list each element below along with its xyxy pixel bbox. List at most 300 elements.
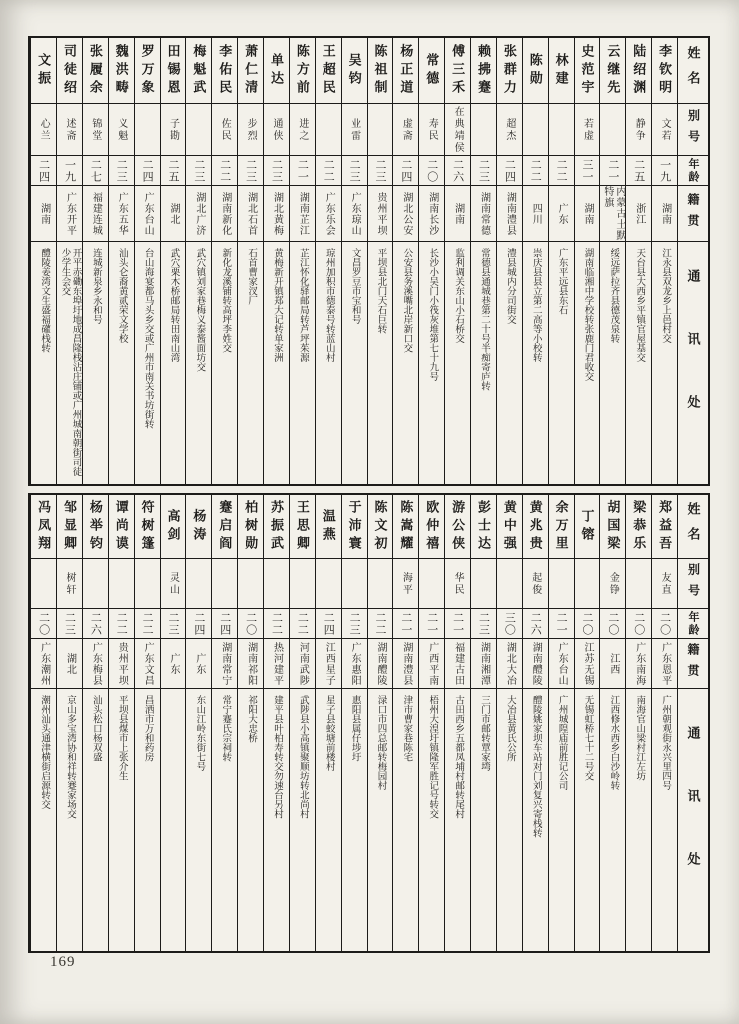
native-cell: 湖南澧县	[393, 639, 418, 689]
name-cell: 余万里	[549, 495, 574, 559]
alias-cell	[626, 559, 651, 609]
native-cell: 广东台山	[549, 639, 574, 689]
address-cell: 芷江怀化驿邮局转芦坪茱源	[297, 248, 308, 362]
name-cell: 于沛寰	[342, 495, 367, 559]
name-cell: 丁镕	[575, 495, 600, 559]
native-cell: 广东乐会	[316, 186, 341, 242]
person-column	[108, 495, 134, 951]
age-cell: 二二	[264, 609, 289, 639]
age-cell: 二一	[600, 156, 625, 186]
alias-cell: 超杰	[497, 104, 522, 156]
row-header-column	[677, 38, 708, 484]
age-cell: 三一	[575, 156, 600, 186]
address-cell: 昌洒市万和药房	[142, 695, 153, 762]
address-cell: 江永县双龙乡上邑村交	[660, 248, 671, 343]
age-cell: 二一	[393, 609, 418, 639]
native-cell: 广东台山	[135, 186, 160, 242]
age-cell: 二四	[31, 156, 56, 186]
name-cell: 陈文初	[368, 495, 393, 559]
roster-table-top	[28, 36, 710, 486]
alias-cell	[316, 559, 341, 609]
native-cell: 广西平南	[419, 639, 444, 689]
roster-table-bottom	[28, 493, 710, 953]
name-cell: 陈方前	[290, 38, 315, 104]
alias-cell: 述斋	[57, 104, 82, 156]
native-cell: 广东梅县	[83, 639, 108, 689]
native-cell: 湖南常宁	[212, 639, 237, 689]
native-cell: 江西	[600, 639, 625, 689]
address-cell: 汕头松口杨双盛	[90, 695, 101, 762]
person-column	[625, 495, 651, 951]
name-cell: 王超民	[316, 38, 341, 104]
name-cell: 黄中强	[497, 495, 522, 559]
alias-cell: 在典靖侯	[445, 104, 470, 156]
person-column	[496, 495, 522, 951]
alias-cell: 起俊	[523, 559, 548, 609]
address-cell: 崇庆县县立第二高等小校转	[530, 248, 541, 362]
person-column	[367, 38, 393, 484]
native-cell: 广东潮州	[31, 639, 56, 689]
alias-cell	[290, 559, 315, 609]
native-cell: 湖南	[575, 186, 600, 242]
native-cell: 广东开平	[57, 186, 82, 242]
address-cell: 平坝县北门天石巨转	[375, 248, 386, 334]
address-cell: 武穴栗木桥邮局转田南山湾	[168, 248, 179, 362]
native-cell: 广东惠阳	[342, 639, 367, 689]
alias-cell	[471, 104, 496, 156]
address-cell: 开平赤磡东埠圩地成昌隆栈沾庄铺或广州城南朝街司徒少学生会交	[59, 248, 81, 476]
person-column	[444, 38, 470, 484]
alias-cell	[212, 559, 237, 609]
person-column	[263, 38, 289, 484]
roster-sheet	[28, 36, 710, 953]
address-cell: 常宁蹇氏宗祠转	[220, 695, 231, 762]
alias-cell: 进之	[290, 104, 315, 156]
age-cell: 二一	[549, 609, 574, 639]
address-cell: 武穴镇刘家巷梅义泰酱面坊交	[194, 248, 205, 372]
native-cell: 湖北石首	[238, 186, 263, 242]
age-cell: 二〇	[652, 609, 677, 639]
row-header-native: 籍贯	[678, 639, 708, 689]
alias-cell	[83, 559, 108, 609]
age-cell: 二二	[212, 156, 237, 186]
name-cell: 魏洪畴	[109, 38, 134, 104]
address-cell: 台山海宴都马头乡交或广州市南关书坊街转	[142, 248, 153, 429]
age-cell: 二四	[186, 609, 211, 639]
native-cell: 湖南湘潭	[471, 639, 496, 689]
alias-cell: 步烈	[238, 104, 263, 156]
alias-cell	[109, 559, 134, 609]
name-cell: 张履余	[83, 38, 108, 104]
name-cell: 杨正道	[393, 38, 418, 104]
address-cell: 石首曹家汊厂	[246, 248, 257, 305]
name-cell: 蹇启阎	[212, 495, 237, 559]
person-column	[470, 38, 496, 484]
name-cell: 欧仲禧	[419, 495, 444, 559]
address-cell: 常德县通城巷第二十号半痴寄庐转	[478, 248, 489, 391]
alias-cell: 友直	[652, 559, 677, 609]
name-cell: 杨举钧	[83, 495, 108, 559]
native-cell: 内蒙古土默特旗	[601, 186, 625, 241]
alias-cell: 若虚	[575, 104, 600, 156]
alias-cell	[549, 559, 574, 609]
name-cell: 云继先	[600, 38, 625, 104]
name-cell: 黄兆贵	[523, 495, 548, 559]
name-cell: 郑益吾	[652, 495, 677, 559]
row-header-alias: 别号	[678, 559, 708, 609]
native-cell: 贵州平坝	[109, 639, 134, 689]
name-cell: 陈祖制	[368, 38, 393, 104]
address-cell	[161, 689, 186, 951]
native-cell: 广东琼山	[342, 186, 367, 242]
address-cell: 南海官山梁村江左坊	[634, 695, 645, 781]
alias-cell	[186, 559, 211, 609]
address-cell: 武陟县小高镇聚顺坊转北尚村	[297, 695, 308, 819]
name-cell: 杨涛	[186, 495, 211, 559]
alias-cell: 义魁	[109, 104, 134, 156]
alias-cell	[497, 559, 522, 609]
person-column	[211, 38, 237, 484]
alias-cell: 华民	[445, 559, 470, 609]
native-cell: 湖北广济	[186, 186, 211, 242]
address-cell: 平坝县煤市上张介生	[116, 695, 127, 781]
person-column	[651, 495, 677, 951]
row-header-alias: 别号	[678, 104, 708, 156]
person-column	[599, 38, 625, 484]
address-cell: 古田西乡五都凤埔村邮转尾村	[453, 695, 464, 819]
person-column	[289, 38, 315, 484]
person-column	[548, 495, 574, 951]
alias-cell	[368, 559, 393, 609]
native-cell: 福建古田	[445, 639, 470, 689]
person-column	[315, 38, 341, 484]
age-cell: 二三	[238, 156, 263, 186]
name-cell: 吴钧	[342, 38, 367, 104]
page-number: 169	[50, 954, 76, 970]
person-column	[341, 495, 367, 951]
name-cell: 常德	[419, 38, 444, 104]
age-cell: 一九	[652, 156, 677, 186]
native-cell: 湖北大冶	[497, 639, 522, 689]
name-cell: 司徒绍	[57, 38, 82, 104]
name-cell: 邹显卿	[57, 495, 82, 559]
native-cell: 湖南醴陵	[368, 639, 393, 689]
age-cell: 二〇	[626, 609, 651, 639]
person-column	[367, 495, 393, 951]
name-cell: 梅魁武	[186, 38, 211, 104]
person-column	[237, 38, 263, 484]
name-cell: 冯凤翔	[31, 495, 56, 559]
age-cell: 二二	[290, 609, 315, 639]
age-cell: 二〇	[575, 609, 600, 639]
age-cell: 二〇	[31, 609, 56, 639]
name-cell: 符树篷	[135, 495, 160, 559]
address-cell: 渌口市四总邮转梅园村	[375, 695, 386, 790]
person-column	[418, 38, 444, 484]
native-cell: 湖南祁阳	[238, 639, 263, 689]
age-cell: 二二	[368, 609, 393, 639]
name-cell: 赖拂蹇	[471, 38, 496, 104]
address-cell: 琼州加积市德泰号转蓝山村	[323, 248, 334, 362]
native-cell: 广东恩平	[652, 639, 677, 689]
age-cell: 二三	[57, 609, 82, 639]
alias-cell: 通侠	[264, 104, 289, 156]
person-column	[522, 495, 548, 951]
native-cell: 河南武陟	[290, 639, 315, 689]
native-cell: 广东五华	[109, 186, 134, 242]
person-column	[574, 38, 600, 484]
person-column	[392, 38, 418, 484]
address-cell: 汕头仑裔黄贰荣文学校	[116, 248, 127, 343]
address-cell: 监利调关东山小石桥交	[453, 248, 464, 343]
age-cell: 二〇	[419, 156, 444, 186]
address-cell: 湖南临湘中学校转张鹿门君收交	[582, 248, 593, 381]
age-cell: 二四	[497, 156, 522, 186]
age-cell: 二五	[626, 156, 651, 186]
address-cell: 大冶县黄氏公所	[504, 695, 515, 762]
person-column	[160, 38, 186, 484]
address-cell: 津市曹家巷陈宅	[401, 695, 412, 762]
address-cell: 文昌罗豆市宝和号	[349, 248, 360, 324]
person-column	[444, 495, 470, 951]
age-cell: 二二	[135, 609, 160, 639]
person-column	[108, 38, 134, 484]
alias-cell: 虚斋	[393, 104, 418, 156]
age-cell: 二〇	[238, 609, 263, 639]
name-cell: 张群力	[497, 38, 522, 104]
row-header-age: 年龄	[678, 609, 708, 639]
name-cell: 罗万象	[135, 38, 160, 104]
alias-cell	[316, 104, 341, 156]
age-cell: 二二	[109, 609, 134, 639]
person-column	[341, 38, 367, 484]
native-cell: 福建连城	[83, 186, 108, 242]
native-cell: 江苏无锡	[575, 639, 600, 689]
age-cell: 二三	[342, 156, 367, 186]
alias-cell	[186, 104, 211, 156]
person-column	[134, 495, 160, 951]
name-cell: 胡国梁	[600, 495, 625, 559]
person-column	[160, 495, 186, 951]
address-cell: 天台县大西乡平镇官屋基交	[634, 248, 645, 362]
name-cell: 王思卿	[290, 495, 315, 559]
age-cell: 二〇	[600, 609, 625, 639]
alias-cell: 寿民	[419, 104, 444, 156]
native-cell: 广东文昌	[135, 639, 160, 689]
person-column	[82, 38, 108, 484]
name-cell: 梁恭乐	[626, 495, 651, 559]
person-column	[315, 495, 341, 951]
person-column	[56, 38, 82, 484]
native-cell: 湖南新化	[212, 186, 237, 242]
address-cell: 无锡虹桥七十二号交	[582, 695, 593, 781]
native-cell: 湖南长沙	[419, 186, 444, 242]
name-cell: 文振	[31, 38, 56, 104]
alias-cell	[238, 559, 263, 609]
address-cell: 星子县蛟塘前楼村	[323, 695, 334, 771]
address-cell: 澧县城内分司街交	[504, 248, 515, 324]
person-column	[651, 38, 677, 484]
age-cell: 二二	[316, 156, 341, 186]
row-header-name: 姓名	[678, 38, 708, 104]
person-column	[263, 495, 289, 951]
alias-cell	[575, 559, 600, 609]
alias-cell	[31, 559, 56, 609]
age-cell: 二四	[135, 156, 160, 186]
age-cell: 二三	[109, 156, 134, 186]
age-cell: 二二	[523, 156, 548, 186]
address-cell: 黄梅新开镇郑大记转单家洲	[271, 248, 282, 362]
native-cell: 湖北公安	[393, 186, 418, 242]
name-cell: 李佑民	[212, 38, 237, 104]
address-cell: 广州城隍庙前胜记公司	[556, 695, 567, 790]
native-cell: 湖北黄梅	[264, 186, 289, 242]
row-header-address: 通讯处	[685, 725, 701, 915]
address-cell: 梧州大湟圩镇隆军胜记号转交	[427, 695, 438, 819]
address-cell: 潮州汕头通津横街启源转交	[39, 695, 50, 809]
age-cell: 二一	[445, 609, 470, 639]
age-cell: 二三	[264, 156, 289, 186]
address-cell: 京山多宝湾协和祥转蹇家场交	[64, 695, 75, 819]
native-cell: 广东	[186, 639, 211, 689]
address-cell: 公安县务溪嘴北岸新口交	[401, 248, 412, 353]
native-cell: 湖南	[652, 186, 677, 242]
age-cell: 二一	[419, 609, 444, 639]
native-cell: 湖南澧县	[497, 186, 522, 242]
alias-cell	[135, 104, 160, 156]
person-column	[30, 495, 56, 951]
address-cell: 连城新泉乡永和号	[90, 248, 101, 324]
age-cell: 二三	[471, 156, 496, 186]
person-column	[496, 38, 522, 484]
alias-cell: 树轩	[57, 559, 82, 609]
address-cell: 新化龙溪铺转高坪李姓交	[220, 248, 231, 353]
name-cell: 游公侠	[445, 495, 470, 559]
alias-cell	[419, 559, 444, 609]
alias-cell: 锦堂	[83, 104, 108, 156]
native-cell: 江西星子	[316, 639, 341, 689]
alias-cell: 灵山	[161, 559, 186, 609]
native-cell: 贵州平坝	[368, 186, 393, 242]
alias-cell	[471, 559, 496, 609]
person-column	[289, 495, 315, 951]
address-cell: 绥远萨拉齐县德茂泉转	[608, 248, 619, 343]
age-cell: 二四	[316, 609, 341, 639]
address-cell: 江西修水西乡白沙岭转	[608, 695, 619, 790]
person-column	[30, 38, 56, 484]
age-cell: 二六	[83, 609, 108, 639]
person-column	[548, 38, 574, 484]
age-cell: 二五	[161, 156, 186, 186]
address-cell: 醴陵姚家坝车站对门刘复兴寄栈转	[530, 695, 541, 838]
age-cell: 二七	[83, 156, 108, 186]
name-cell: 彭士达	[471, 495, 496, 559]
alias-cell	[368, 104, 393, 156]
name-cell: 林建	[549, 38, 574, 104]
native-cell: 湖南	[445, 186, 470, 242]
person-column	[418, 495, 444, 951]
name-cell: 柏树勋	[238, 495, 263, 559]
age-cell: 二三	[342, 609, 367, 639]
row-header-native: 籍贯	[678, 186, 708, 242]
age-cell: 二一	[290, 156, 315, 186]
address-cell: 建平县叶柏寿转交勿速台另村	[271, 695, 282, 819]
address-cell: 惠阳县属仔埗圩	[349, 695, 360, 762]
row-header-name: 姓名	[678, 495, 708, 559]
address-cell: 广州朝观街永兴里四号	[660, 695, 671, 790]
address-cell: 醴陵姜湾文生盛福礶栈转	[39, 248, 50, 353]
row-header-address: 通讯处	[685, 268, 701, 458]
person-column	[82, 495, 108, 951]
age-cell: 二四	[212, 609, 237, 639]
alias-cell: 金铮	[600, 559, 625, 609]
name-cell: 谭尚谟	[109, 495, 134, 559]
address-cell: 长沙小吴门小筏灰堆第七十九号	[427, 248, 438, 381]
alias-cell	[523, 104, 548, 156]
person-column	[185, 38, 211, 484]
person-column	[185, 495, 211, 951]
age-cell: 二三	[368, 156, 393, 186]
person-column	[56, 495, 82, 951]
alias-cell: 文若	[652, 104, 677, 156]
address-cell: 东山江岭东街七号	[194, 695, 205, 771]
name-cell: 田锡恩	[161, 38, 186, 104]
person-column	[470, 495, 496, 951]
row-header-age: 年龄	[678, 156, 708, 186]
native-cell: 广东	[549, 186, 574, 242]
name-cell: 李钦明	[652, 38, 677, 104]
native-cell: 湖北	[161, 186, 186, 242]
alias-cell: 海平	[393, 559, 418, 609]
name-cell: 史范宇	[575, 38, 600, 104]
native-cell: 浙江	[626, 186, 651, 242]
address-cell: 祁阳大忠桥	[246, 695, 257, 743]
age-cell: 一九	[57, 156, 82, 186]
alias-cell: 佐民	[212, 104, 237, 156]
person-column	[625, 38, 651, 484]
native-cell: 湖北	[57, 639, 82, 689]
address-cell: 广东平远县东石	[556, 248, 567, 315]
name-cell: 萧仁清	[238, 38, 263, 104]
native-cell: 热河建平	[264, 639, 289, 689]
native-cell: 四川	[523, 186, 548, 242]
alias-cell	[135, 559, 160, 609]
age-cell: 二三	[471, 609, 496, 639]
native-cell: 广东南海	[626, 639, 651, 689]
name-cell: 苏振武	[264, 495, 289, 559]
alias-cell: 子勘	[161, 104, 186, 156]
name-cell: 傅三禾	[445, 38, 470, 104]
address-cell: 三门市邮转覃家塆	[478, 695, 489, 771]
alias-cell: 心兰	[31, 104, 56, 156]
person-column	[522, 38, 548, 484]
native-cell: 湖南醴陵	[523, 639, 548, 689]
name-cell: 陆绍渊	[626, 38, 651, 104]
person-column	[211, 495, 237, 951]
alias-cell	[600, 104, 625, 156]
alias-cell: 业雷	[342, 104, 367, 156]
age-cell: 三〇	[497, 609, 522, 639]
native-cell: 湖南常德	[471, 186, 496, 242]
name-cell: 单达	[264, 38, 289, 104]
person-column	[392, 495, 418, 951]
name-cell: 陈勋	[523, 38, 548, 104]
person-column	[134, 38, 160, 484]
age-cell: 二三	[186, 156, 211, 186]
native-cell: 广东	[161, 639, 186, 689]
alias-cell	[342, 559, 367, 609]
person-column	[599, 495, 625, 951]
